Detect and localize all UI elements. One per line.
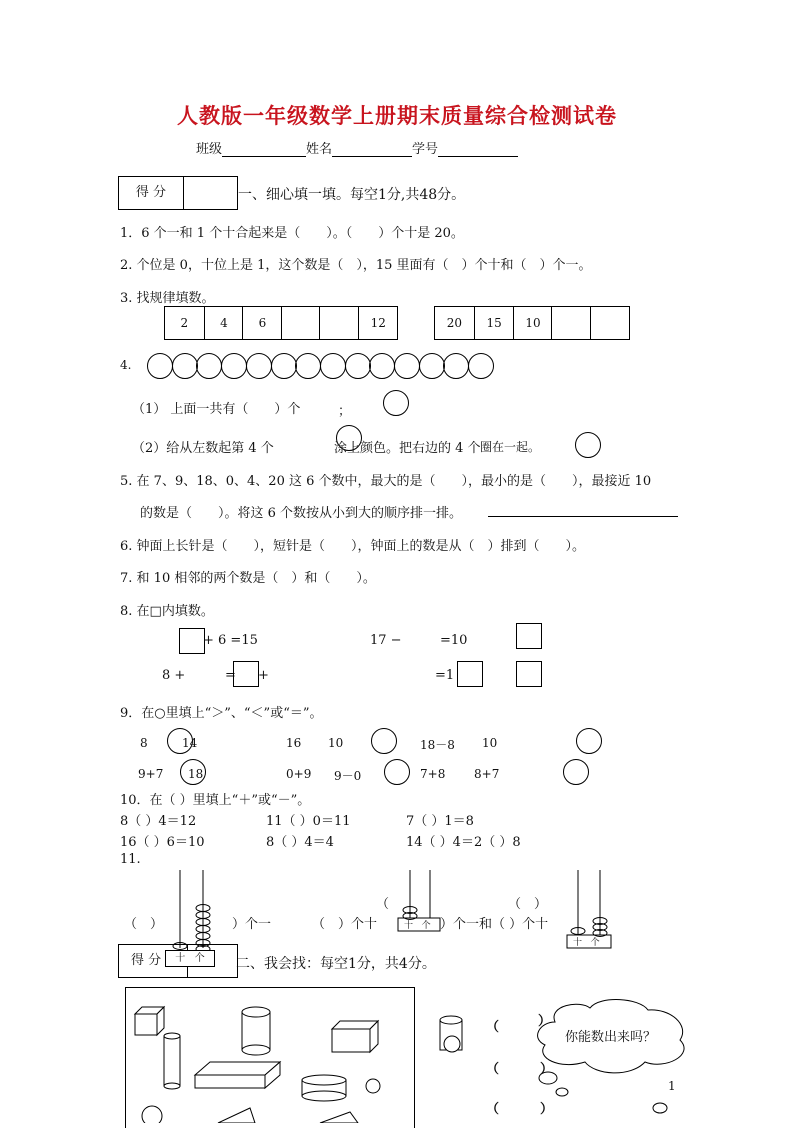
sequence-cell: 10 xyxy=(513,307,553,339)
sequence-cell: 6 xyxy=(242,307,282,339)
paren: ） xyxy=(538,1014,552,1029)
q11-text-1: （ ） xyxy=(124,917,164,932)
q9-r2-a: 9+7 xyxy=(138,767,164,781)
question-11-label: 11. xyxy=(120,852,141,867)
q8-expr-d: =1 xyxy=(435,668,455,683)
sequence-cell: 15 xyxy=(474,307,514,339)
abacus-ones-label: 个 xyxy=(590,938,600,948)
question-5-line2: 的数是（ ）。将这 6 个数按从小到大的顺序排一排。 xyxy=(140,506,463,521)
sequence-cell: 4 xyxy=(204,307,244,339)
q11-text-3: （ ）个十 xyxy=(312,917,378,932)
abacus-tens-label: 十 xyxy=(573,938,583,948)
q10-item: 11（ ）0＝11 xyxy=(266,814,351,829)
question-6: 6. 钟面上长针是（ ），短针是（ ），钟面上的数是从（ ）排到（ ）。 xyxy=(120,539,586,554)
q9-r2-c: 0+9 xyxy=(286,767,312,781)
q9-r1-a: 8 xyxy=(140,736,148,750)
sequence-cell: 12 xyxy=(358,307,398,339)
score-box-label: 得 分 xyxy=(119,177,184,209)
abacus-1 xyxy=(173,870,210,953)
abacus-ones-label: 个 xyxy=(421,921,431,931)
q9-r1-c: 16 xyxy=(286,736,302,750)
q9-r1-e: 18－8 xyxy=(420,738,455,752)
q11-text-5: ）个一和（ ）个十 xyxy=(440,917,549,932)
question-4-number: 4. xyxy=(120,358,132,372)
shapes-frame xyxy=(125,987,415,1128)
q9-r1-b: 14 xyxy=(182,736,198,750)
page-title: 人教版一年级数学上册期末质量综合检测试卷 xyxy=(177,104,617,128)
id-label: 学号 xyxy=(412,142,439,157)
sequence-cell: 2 xyxy=(180,316,189,330)
q11-text-2: ）个一 xyxy=(232,917,272,932)
question-3-label: 3. 找规律填数。 xyxy=(120,291,215,306)
abacus-3-labels xyxy=(573,935,600,948)
question-9-label: 9．在○里填上“＞”、“＜”或“＝”。 xyxy=(120,706,323,721)
question-2: 2. 个位是 0，十位上是 1，这个数是（ ），15 里面有（ ）个十和（ ）个一。 xyxy=(120,258,592,273)
page-number: 1 xyxy=(668,1079,676,1093)
q9-r2-b: 18 xyxy=(188,767,204,781)
q9-r2-e: 7+8 xyxy=(420,767,446,781)
q8-expr-a: + 6 =15 xyxy=(203,633,258,648)
paren: ） xyxy=(540,1102,554,1117)
paren: ） xyxy=(540,1062,554,1077)
q10-item: 7（ ）1＝8 xyxy=(406,814,474,829)
section2-title: 二、我会找：每空1分，共4分。 xyxy=(236,956,436,972)
question-7: 7. 和 10 相邻的两个数是（ ）和（ ）。 xyxy=(120,571,376,586)
q8-expr-c2: = xyxy=(225,668,236,683)
question-4-sub2-b: 涂上颜色。把右边的 4 个 xyxy=(334,441,481,456)
q8-expr-c3: + xyxy=(258,668,269,683)
q11-text-6: （ ） xyxy=(508,897,548,912)
name-label: 姓名 xyxy=(306,142,333,157)
q10-item: 16（ ）6＝10 xyxy=(120,835,205,850)
abacus-ones-label: 个 xyxy=(194,953,205,964)
q10-item: 8（ ）4＝12 xyxy=(120,814,197,829)
score-box-label: 得 分 xyxy=(119,945,188,977)
q9-r2-d: 9－0 xyxy=(334,769,362,783)
thought-bubble xyxy=(538,1000,684,1113)
question-4-sub1: （1） 上面一共有（ ）个 xyxy=(132,402,301,417)
paren: （ xyxy=(486,1062,500,1077)
class-label: 班级 xyxy=(196,142,223,157)
question-4-sub2-a: （2）给从左数起第 4 个 xyxy=(132,441,274,456)
paren: （ xyxy=(486,1102,500,1117)
paren: （ xyxy=(486,1020,500,1035)
question-1: 1．6 个一和 1 个十合起来是（ ）。（ ）个十是 20。 xyxy=(120,226,464,241)
abacus-1-base xyxy=(165,950,215,967)
question-10-label: 10．在（ ）里填上“＋”或“－”。 xyxy=(120,793,311,808)
thought-bubble-text: 你能数出来吗？ xyxy=(565,1030,657,1045)
sequence-cell: 20 xyxy=(446,316,463,330)
q8-expr-b2: =10 xyxy=(440,633,468,648)
question-5-line1: 5. 在 7、9、18、0、4、20 这 6 个数中，最大的是（ ），最小的是（ ），最接近 10 xyxy=(120,474,652,489)
question-4-sub2-c: 圈在一起。 xyxy=(480,440,541,454)
q8-expr-c1: 8 + xyxy=(162,668,186,683)
q9-r1-f: 10 xyxy=(482,736,498,750)
q10-item: 8（ ）4＝4 xyxy=(266,835,334,850)
abacus-tens-label: 十 xyxy=(404,921,414,931)
abacus-2-labels xyxy=(404,918,431,931)
q8-expr-b1: 17 − xyxy=(370,633,402,648)
question-8-label: 8. 在□内填数。 xyxy=(120,604,214,619)
q9-r2-f: 8+7 xyxy=(474,767,500,781)
q9-r1-d: 10 xyxy=(328,736,344,750)
abacus-tens-label: 十 xyxy=(175,953,186,964)
q11-text-4: （ xyxy=(376,897,390,912)
section1-title: 一、细心填一填。每空1分,共48分。 xyxy=(238,187,466,203)
question-4-sub1-semicolon: ； xyxy=(338,404,352,419)
q10-item: 14（ ）4＝2（ ）8 xyxy=(406,835,521,850)
